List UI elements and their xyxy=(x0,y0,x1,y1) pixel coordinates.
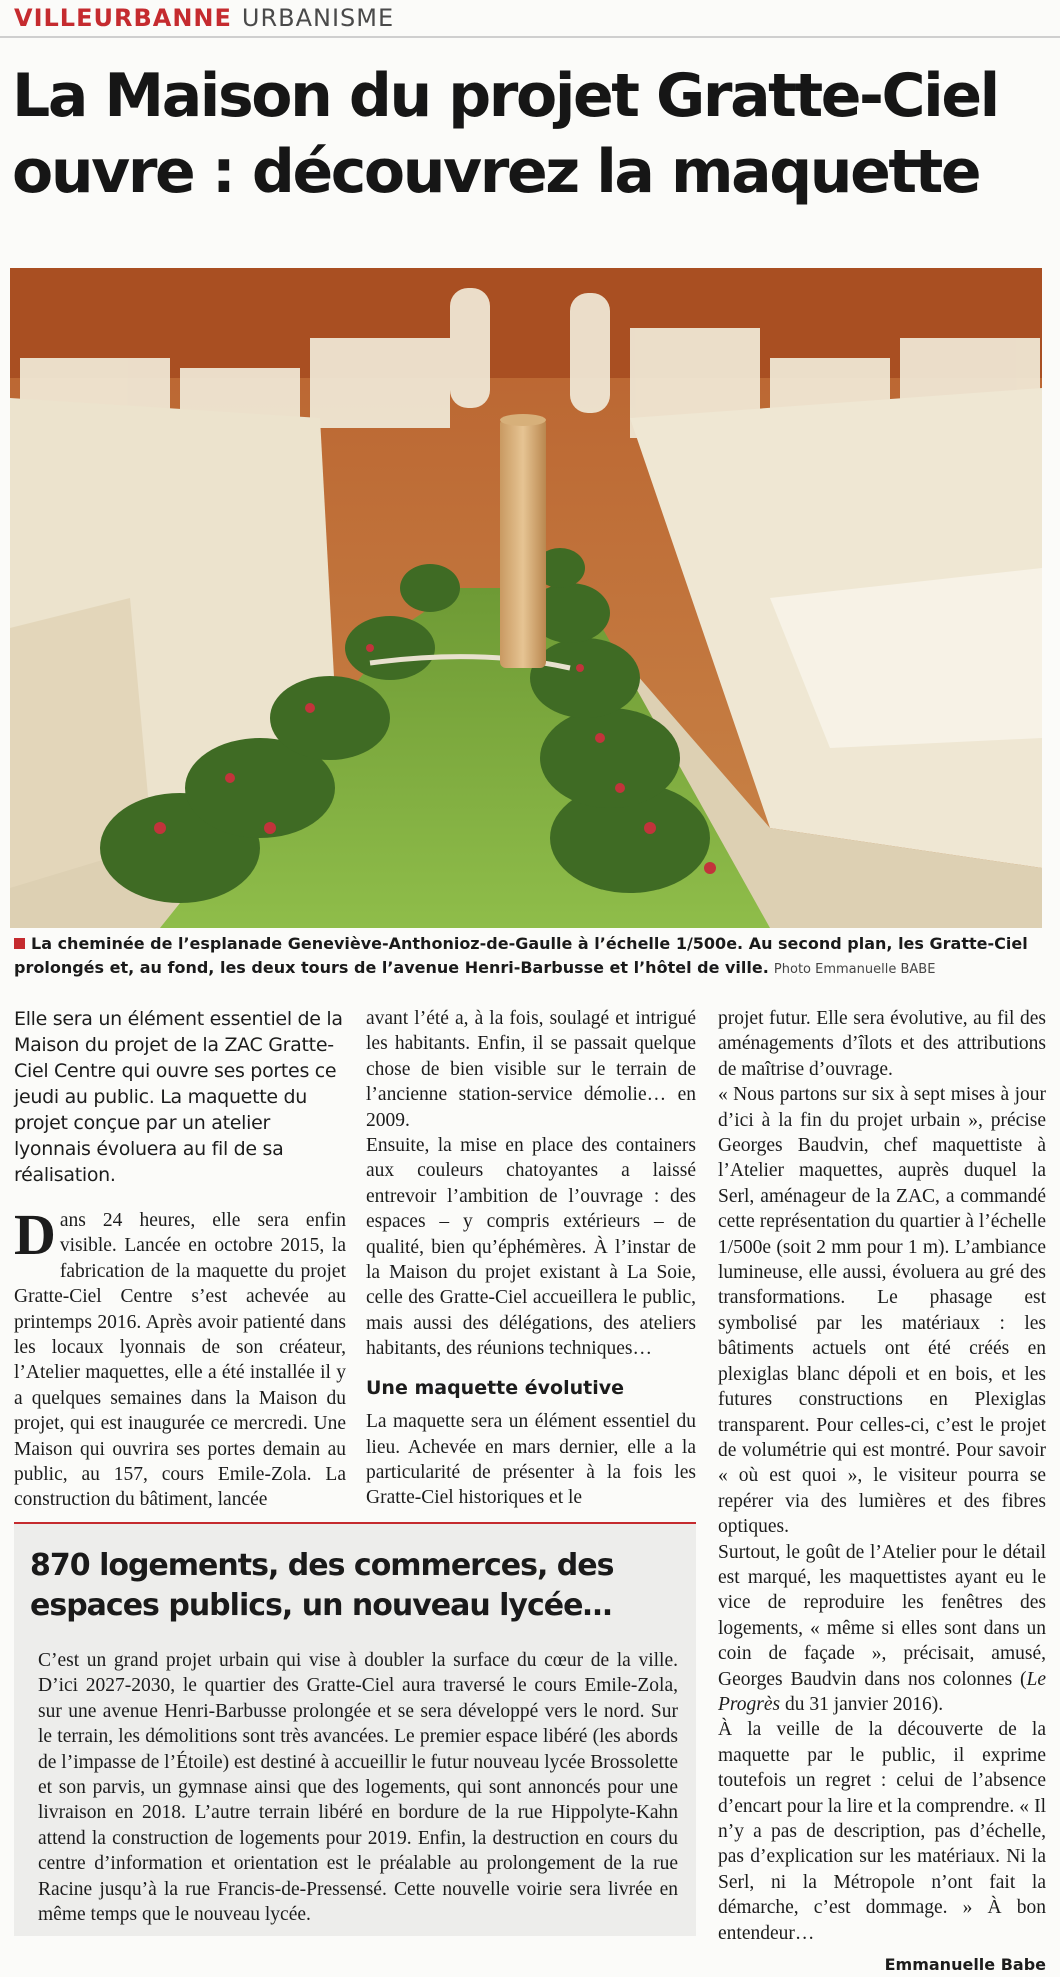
article-paragraph-3-continued: projet futur. Elle sera évolutive, au fil des aménagements d’îlots et des attributions de maîtrise d’ouvrage. xyxy=(718,1008,1046,1080)
section-kicker xyxy=(14,4,394,34)
caption-text: La cheminée de l’esplanade Geneviève-Anthonioz-de-Gaulle à l’échelle 1/500e. Au second plan, les Gratte-Ciel prolongés et, au fond, les deux tours de l’avenue Henri-Barbusse et l’hôtel de ville. xyxy=(14,934,1028,977)
box-text: C’est un grand projet urbain qui vise à doubler la surface du cœur de la ville. D’ici 2027-2030, le quartier des Gratte-Ciel aura traversé le cours Emile-Zola, sur une avenue Henri-Barbusse prolongée et se sera développé vers le nord. Sur le terrain, les démolitions sont très avancées. Le premier espace libéré (les abords de l’impasse de l’Étoile) est destiné à accueillir le futur nouveau lycée Brossolette et son parvis, un gymnase ainsi que des logements, qui sont annoncés pour une livraison en 2018. L’autre terrain libéré en bordure de la rue Hippolyte-Kahn attend la construction de logements pour 2019. Enfin, la destruction en cours du centre d’information et orientation est le préalable au prolongement de la rue Racine jusqu’à la rue Francis-de-Pressensé. Cette nouvelle voirie sera livrée en même temps que le nouveau lycée. xyxy=(38,1650,679,1926)
article-signature: Emmanuelle Babe xyxy=(884,1955,1046,1975)
article-paragraph-2: Ensuite, la mise en place des containers aux couleurs chatoyantes a laissé entrevoir l’ambition de l’ouvrage : des espaces – y compris extérieurs – de qualité, bien qu’éphémères. À l’instar de la Maison du projet existant à La Soie, celle des Gratte-Ciel accueillera le public, mais aussi des délégations, des ateliers habitants, des réunions techniques… xyxy=(366,1135,696,1360)
paragraph-5-text-b: du 31 janvier 2016). xyxy=(780,1693,944,1715)
article-paragraph-4: « Nous partons sur six à sept mises à jour d’ici à la fin du projet urbain », précise Georges Baudvin, chef maquettiste à l’Atelier maquettes, auprès duquel la Serl, aménageur de la ZAC, a commandé cette représentation du quartier à l’échelle 1/500e (soit 2 mm pour 1 m). L’ambiance lumineuse, elle aussi, évoluera au gré des transformations. Le phasage est symbolisé par les matériaux : les bâtiments actuels ont été créés en plexiglas blanc dépoli et en bois, et les futures constructions en Plexiglas transparent. Pour celles-ci, c’est le projet de volumétrie qui est montré. Pour savoir « où est quoi », le visiteur pourra se repérer via des lumières et des fibres optiques. xyxy=(718,1084,1046,1538)
article-paragraph-3: La maquette sera un élément essentiel du lieu. Achevée en mars dernier, elle a la particularité de présenter à la fois les Gratte-Ciel historiques et le xyxy=(366,1411,696,1509)
article-column-2 xyxy=(366,1006,696,1511)
drop-cap: D xyxy=(14,1202,56,1267)
article-column-1 xyxy=(14,1006,346,1513)
article-paragraph-1-continued: avant l’été a, à la fois, soulagé et intrigué les habitants. Enfin, il se passait quelque chose de bien visible sur le terrain de l’ancienne station-service démolie… en 2009. xyxy=(366,1008,696,1131)
box-title: 870 logements, des commerces, des espaces publics, un nouveau lycée… xyxy=(30,1548,614,1623)
caption-marker-icon xyxy=(14,938,25,949)
paragraph-5-source: Le Progrès xyxy=(718,1668,1046,1715)
article-paragraph-6: À la veille de la découverte de la maquette par le public, il exprime toutefois un regret : celui de l’absence d’encart pour la lire et la comprendre. « Il n’y a pas de description, pas d’échelle, pas d’explication sur les matériaux. Ni la Serl, ni la Métropole n’ont fait la démarche, c’est dommage. » À bon entendeur… xyxy=(718,1719,1046,1944)
article-paragraph-5 xyxy=(718,1540,1046,1718)
photo-caption xyxy=(14,932,1044,982)
maquette-photo xyxy=(10,268,1042,928)
headline-line-1: La Maison du projet Gratte-Ciel xyxy=(12,61,998,131)
photo-credit: Photo Emmanuelle BABE xyxy=(773,962,936,977)
paragraph-5-text-a: Surtout, le goût de l’Atelier pour le détail est marqué, les maquettistes ayant eu le vice de reproduire les fenêtres des logements, « même si elles sont dans un coin de façade », précisait, amusé, Georges Baudvin dans nos colonnes ( xyxy=(718,1541,1046,1690)
article-subhead: Une maquette évolutive xyxy=(366,1376,624,1399)
maquette-photo-illustration xyxy=(10,268,1042,928)
kicker-rule xyxy=(0,36,1060,38)
article-headline xyxy=(12,58,1052,210)
paragraph-1-text: ans 24 heures, elle sera enfin visible. Lancée en octobre 2015, la fabrication de la maquette du projet Gratte-Ciel Centre s’est achevée au printemps 2016. Après avoir patienté dans les locaux lyonnais de son créateur, l’Atelier maquettes, elle a été installée il y a quelques semaines dans la Maison du projet, qui est inaugurée ce mercredi. Une Maison qui ouvrira ses portes demain au public, au 157, cours Emile-Zola. La construction du bâtiment, lancée xyxy=(14,1210,346,1511)
article-paragraph-1 xyxy=(14,1202,346,1513)
kicker-city: VILLEURBANNE xyxy=(14,4,232,32)
sidebar-box xyxy=(14,1522,696,1936)
article-column-3 xyxy=(718,1006,1046,1977)
kicker-rubric: URBANISME xyxy=(241,4,395,32)
headline-line-2: ouvre : découvrez la maquette xyxy=(12,137,980,207)
article-lead: Elle sera un élément essentiel de la Maison du projet de la ZAC Gratte-Ciel Centre qui ouvre ses portes ce jeudi au public. La maquette du projet conçue par un atelier lyonnais évoluera au fil de sa réalisation. xyxy=(14,1008,343,1186)
